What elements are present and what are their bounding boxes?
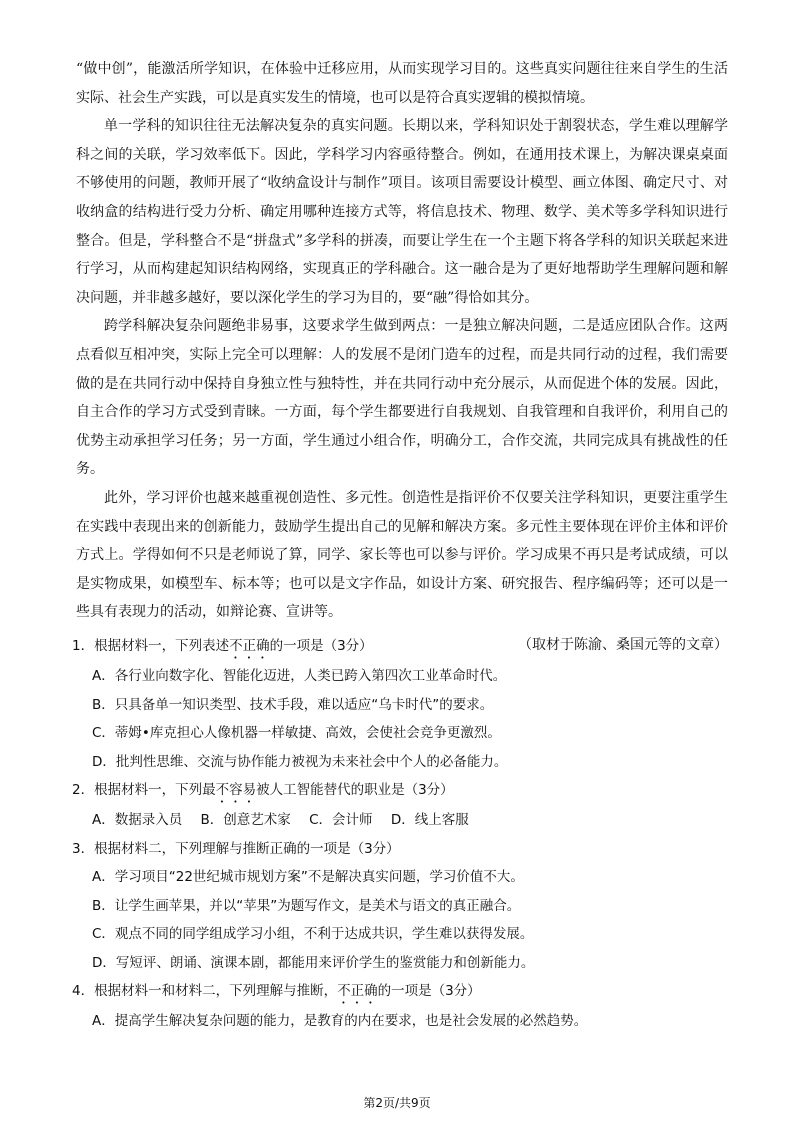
page-number: 第2页/共9页 bbox=[363, 1096, 431, 1110]
option-d[interactable]: D．写短评、朗诵、演课本剧，都能用来评价学生的鉴赏能力和创新能力。 bbox=[92, 954, 535, 971]
option-a[interactable]: A．数据录入员 bbox=[92, 812, 183, 828]
option-c[interactable]: C．观点不同的同学组成学习小组，不利于达成共识，学生难以获得发展。 bbox=[92, 926, 534, 942]
option-b[interactable]: B．只具备单一知识类型、技术手段，难以适应“乌卡时代”的要求。 bbox=[92, 696, 494, 713]
emphasis-text: 不正确 bbox=[229, 638, 270, 654]
option-a[interactable]: A．学习项目“22世纪城市规划方案”不是解决真实问题，学习价值不大。 bbox=[92, 869, 524, 885]
question-stem: 4．根据材料一和材料二，下列理解与推断，不正确的一项是（3分） bbox=[72, 983, 481, 999]
passage-paragraph: 此外，学习评价也越来越重视创造性、多元性。创造性是指评价不仅要关注学科知识，更要注重学生在实践中表现出来的创新能力，鼓励学生提出自己的见解和解决方案。多元性主要体现在评价主体和评价方式上。学得如何不只是老师说了算，同学、家长等也可以参与评价。学习成果不再只是考试成绩，可以是实物成果，如模型车、标本等；也可以是文字作品，如设计方案、研究报告、程序编码等；还可以是一些具有表现力的活动，如辩论赛、宣讲等。 bbox=[76, 489, 728, 621]
option-b[interactable]: B．让学生画苹果，并以“苹果”为题写作文，是美术与语文的真正融合。 bbox=[92, 897, 521, 914]
emphasis-text: 不正确 bbox=[337, 983, 378, 999]
option-c[interactable]: C．蒂姆•库克担心人像机器一样敏捷、高效，会使社会竞争更激烈。 bbox=[92, 725, 501, 741]
option-d[interactable]: D．批判性思维、交流与协作能力被视为未来社会中个人的必备能力。 bbox=[92, 753, 508, 770]
question-stem: 3．根据材料二，下列理解与推断正确的一项是（3分） bbox=[72, 840, 400, 857]
passage-paragraph: “做中创”，能激活所学知识，在体验中迁移应用，从而实现学习目的。这些真实问题往往来自学生的生活实际、社会生产实践，可以是真实发生的情境，也可以是符合真实逻辑的模拟情境。 bbox=[76, 61, 728, 106]
option-d[interactable]: D．线上客服 bbox=[390, 812, 469, 828]
option-row bbox=[92, 806, 732, 835]
option-b[interactable]: B．创意艺术家 bbox=[200, 812, 291, 828]
question-2 bbox=[72, 776, 732, 835]
question-stem: 1．根据材料一，下列表述不正确的一项是（3分） bbox=[72, 638, 373, 654]
passage-paragraph: 单一学科的知识往往无法解决复杂的真实问题。长期以来，学科知识处于割裂状态，学生难以理解学科之间的关联，学习效率低下。因此，学科学习内容亟待整合。例如，在通用技术课上，为解决课桌桌面不够使用的问题，教师开展了“收纳盒设计与制作”项目。该项目需要设计模型、画立体图、确定尺寸、对收纳盒的结构进行受力分析、确定用哪种连接方式等，将信息技术、物理、数学、美术等多学科知识进行整合。但是，学科整合不是“拼盘式”多学科的拼凑，而要让学生在一个主题下将各学科的知识关联起来进行学习，从而构建起知识结构网络，实现真正的学科融合。这一融合是为了更好地帮助学生理解问题和解决问题，并非越多越好，要以深化学生的学习为目的，要“融”得恰如其分。 bbox=[76, 118, 728, 306]
question-list bbox=[72, 632, 732, 1036]
question-1 bbox=[72, 632, 732, 776]
reading-passage bbox=[76, 55, 728, 659]
question-4 bbox=[72, 977, 732, 1036]
option-a[interactable]: A．各行业向数字化、智能化迈进，人类已跨入第四次工业革命时代。 bbox=[92, 668, 507, 684]
question-stem: 2．根据材料一，下列最不容易被人工智能替代的职业是（3分） bbox=[72, 782, 454, 798]
option-a[interactable]: A．提高学生解决复杂问题的能力，是教育的内在要求，也是社会发展的必然趋势。 bbox=[92, 1013, 588, 1029]
question-3 bbox=[72, 835, 732, 978]
passage-source: （取材于陈渝、桑国元等的文章） bbox=[518, 636, 728, 653]
passage-paragraph: 跨学科解决复杂问题绝非易事，这要求学生做到两点：一是独立解决问题，二是适应团队合作。这两点看似互相冲突，实际上完全可以理解：人的发展不是闭门造车的过程，而是共同行动的过程，我们需要做的是在共同行动中保持自身独立性与独特性，并在共同行动中充分展示，从而促进个体的发展。因此，自主合作的学习方式受到青睐。一方面，每个学生都要进行自我规划、自我管理和自我评价，利用自己的优势主动承担学习任务；另一方面，学生通过小组合作，明确分工，合作交流，共同完成具有挑战性的任务。 bbox=[76, 318, 728, 478]
emphasis-text: 不容易 bbox=[215, 782, 257, 798]
option-c[interactable]: C．会计师 bbox=[309, 812, 373, 828]
